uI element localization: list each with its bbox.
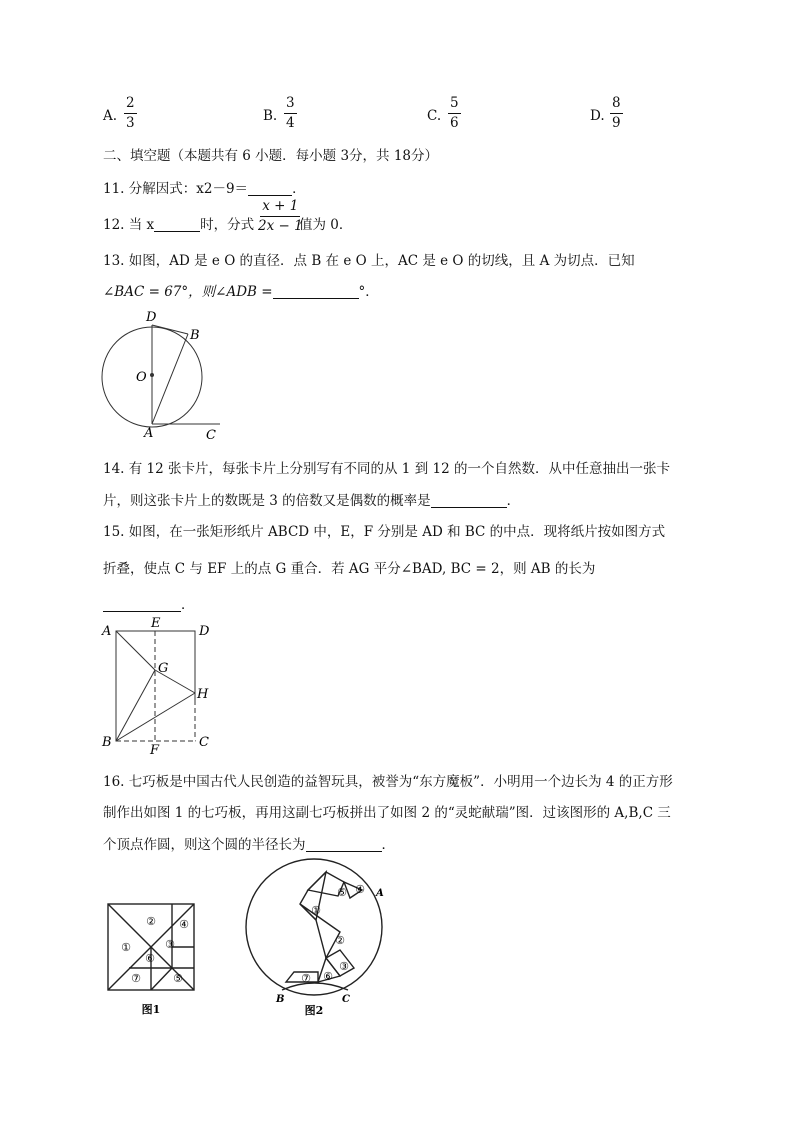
piece-4-label: ④ bbox=[179, 918, 189, 931]
tangram-figure-1 bbox=[104, 900, 204, 1022]
label-o: O bbox=[136, 370, 147, 385]
segment-bg bbox=[116, 670, 155, 741]
label-h: H bbox=[197, 687, 209, 702]
piece-5-label: ⑤ bbox=[173, 972, 183, 985]
label-f: F bbox=[150, 743, 160, 756]
q15-suffix: ． bbox=[181, 597, 195, 613]
fig2-piece-6-label: ⑥ bbox=[323, 970, 333, 983]
q12-prefix: 12. 当 x bbox=[103, 217, 155, 233]
label-a: A bbox=[376, 888, 384, 899]
circumcircle bbox=[246, 859, 382, 995]
q14-text: 片，则这张卡片上的数既是 3 的倍数又是偶数的概率是 bbox=[103, 493, 431, 509]
q12-numerator: x + 1 bbox=[260, 200, 300, 217]
q12-mid: 时，分式 bbox=[200, 217, 255, 233]
label-d: D bbox=[199, 624, 210, 639]
option-b-label: B. bbox=[263, 108, 278, 124]
q14-line2 bbox=[103, 489, 520, 509]
q16-line3 bbox=[103, 833, 395, 853]
option-d-label: D. bbox=[590, 108, 605, 124]
option-a-label: A. bbox=[103, 108, 118, 124]
option-a-fraction bbox=[124, 97, 137, 130]
option-a-denominator: 3 bbox=[126, 114, 135, 131]
q16-line2: 制作出如图 1 的七巧板，再用这副七巧板拼出了如图 2 的“灵蛇献瑞”图．过该图形的 A,B,C 三 bbox=[103, 805, 671, 821]
label-d: D bbox=[146, 310, 157, 325]
segment-db bbox=[152, 325, 188, 334]
q15-line2: 折叠，使点 C 与 EF 上的点 G 重合．若 AG 平分∠BAD, BC = 2，则 AB 的长为 bbox=[103, 561, 596, 577]
option-d-fraction bbox=[610, 97, 623, 130]
q11-text: 11. 分解因式：x2－9＝ bbox=[103, 181, 249, 197]
figure-1-caption: 图1 bbox=[141, 1003, 161, 1016]
option-b-numerator: 3 bbox=[284, 97, 297, 114]
q13-figure bbox=[98, 305, 228, 445]
option-c-denominator: 6 bbox=[450, 114, 459, 131]
piece-6-label: ⑥ bbox=[145, 952, 155, 965]
option-c-label: C. bbox=[427, 108, 442, 124]
q15-answer-blank[interactable] bbox=[103, 597, 181, 612]
q13-given: ∠BAC = 67°，则∠ADB = bbox=[103, 284, 273, 300]
q16-suffix: ． bbox=[381, 837, 395, 853]
fig2-piece-7-label: ⑦ bbox=[301, 972, 311, 985]
q15-line3 bbox=[103, 593, 195, 613]
fig2-piece-1-label: ① bbox=[311, 904, 321, 917]
center-dot bbox=[150, 373, 154, 377]
q13-suffix: °． bbox=[358, 284, 379, 300]
fig2-piece-4-label: ④ bbox=[355, 883, 365, 896]
q11-suffix: ． bbox=[292, 181, 306, 197]
piece-3-label: ③ bbox=[165, 938, 175, 951]
label-c: C bbox=[342, 994, 350, 1005]
q16-text: 个顶点作圆，则这个圆的半径长为 bbox=[103, 837, 306, 853]
q13-answer-blank[interactable] bbox=[273, 284, 359, 299]
label-c: C bbox=[206, 428, 216, 443]
option-d-denominator: 9 bbox=[612, 114, 621, 131]
q12-suffix: 值为 0． bbox=[299, 217, 353, 233]
label-c: C bbox=[199, 735, 209, 750]
q12-fraction bbox=[258, 200, 303, 233]
label-b: B bbox=[190, 328, 200, 343]
q11-answer-blank[interactable] bbox=[248, 181, 292, 196]
fig2-piece-2-label: ② bbox=[335, 934, 345, 947]
q16-answer-blank[interactable] bbox=[306, 837, 382, 852]
q12-denominator: 2x − 1 bbox=[258, 217, 303, 234]
q15-line1: 15. 如图，在一张矩形纸片 ABCD 中，E，F 分别是 AD 和 BC 的中点．现将纸片按如图方式 bbox=[103, 524, 666, 540]
q13-line2 bbox=[103, 280, 379, 300]
question-11 bbox=[103, 177, 306, 197]
option-d-numerator: 8 bbox=[610, 97, 623, 114]
section-title: 二、填空题（本题共有 6 小题．每小题 3分，共 18分） bbox=[103, 148, 439, 164]
piece-1-label: ① bbox=[121, 941, 131, 954]
option-c-fraction bbox=[448, 97, 461, 130]
tangram-figure-2 bbox=[244, 858, 404, 1022]
option-b-fraction bbox=[284, 97, 297, 130]
q14-line1: 14. 有 12 张卡片，每张卡片上分别写有不同的从 1 到 12 的一个自然数．从中任意抽出一张卡 bbox=[103, 461, 670, 477]
piece-7-label: ⑦ bbox=[131, 972, 141, 985]
q12-answer-blank[interactable] bbox=[154, 217, 200, 232]
segment-ab bbox=[152, 334, 188, 424]
label-g: G bbox=[158, 661, 169, 676]
fig2-piece-5-label: ⑤ bbox=[337, 886, 347, 899]
question-12 bbox=[103, 213, 254, 233]
label-a: A bbox=[144, 426, 154, 441]
label-e: E bbox=[151, 616, 161, 631]
option-a-numerator: 2 bbox=[124, 97, 137, 114]
figure-2-caption: 图2 bbox=[304, 1004, 324, 1017]
segment-ag bbox=[116, 631, 155, 670]
fig2-piece-3-label: ③ bbox=[339, 960, 349, 973]
q13-line1: 13. 如图，AD 是 e O 的直径．点 B 在 e O 上，AC 是 e O 的切线，且 A 为切点．已知 bbox=[103, 253, 635, 269]
piece-2-label: ② bbox=[146, 915, 156, 928]
label-b: B bbox=[276, 994, 285, 1005]
label-b: B bbox=[102, 735, 112, 750]
q16-line1: 16. 七巧板是中国古代人民创造的益智玩具，被誉为“东方魔板”．小明用一个边长为 4 的正方形 bbox=[103, 774, 673, 790]
q14-suffix: ． bbox=[506, 493, 521, 509]
arc-bc bbox=[282, 983, 348, 990]
option-b-denominator: 4 bbox=[286, 114, 295, 131]
q14-answer-blank[interactable] bbox=[431, 493, 507, 508]
option-c-numerator: 5 bbox=[448, 97, 461, 114]
segment-bh bbox=[116, 693, 195, 741]
label-a: A bbox=[102, 624, 112, 639]
q15-figure bbox=[98, 614, 228, 756]
